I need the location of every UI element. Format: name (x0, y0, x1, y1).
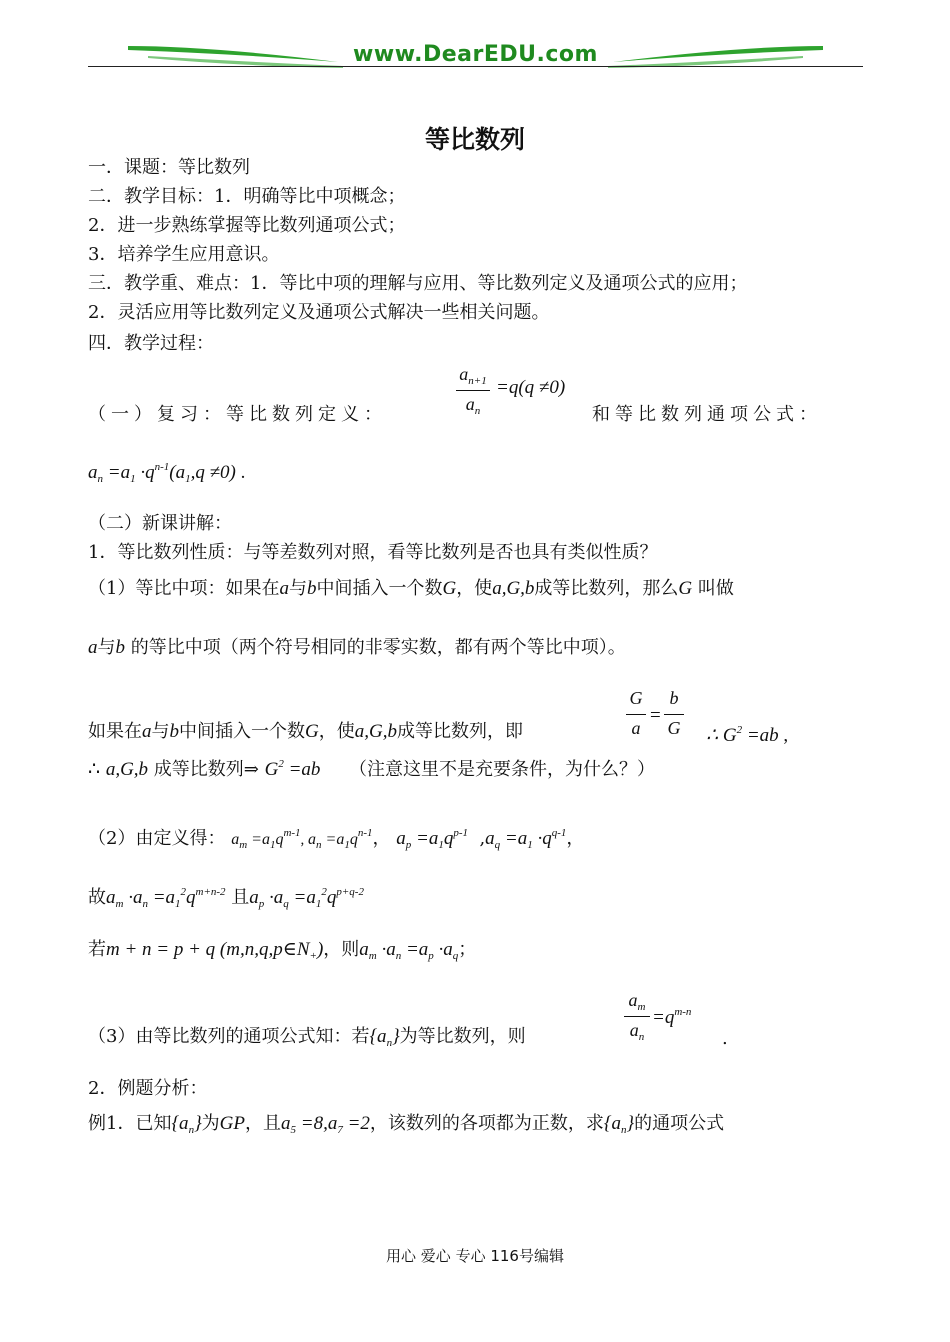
header-banner (88, 40, 863, 72)
text-line: 和等比数列通项公式： (592, 404, 822, 425)
text-line: 一．课题：等比数列 (88, 157, 250, 178)
formula-q: =q(q ≠0) (496, 377, 566, 398)
formula-G2: ∴ $G^2 =ab$ , (706, 724, 789, 746)
formula-am-over-an: $a_m$ $a_n$ (624, 990, 650, 1046)
formula-ratio: $a_{n+1}$ $a_n$ (456, 364, 490, 420)
text-line: 三．教学重、难点：1．等比中项的理解与应用、等比数列定义及通项公式的应用； (88, 273, 748, 294)
text-line: ∴ a,G,b 成等比数列⇒ $G^2 =ab$ （注意这里不是充要条件，为什么？） (88, 758, 656, 780)
text-line: 如果在a与b中间插入一个数G，使a,G,b成等比数列，即 (88, 721, 523, 742)
text-period: . (722, 1028, 728, 1049)
formula-general-term: $a_n =a_1 \cdot q^{n-1}(a_1,q \ne 0)$ . (88, 461, 246, 485)
text-line: 2．进一步熟练掌握等比数列通项公式； (88, 215, 406, 236)
text-line: 1．等比数列性质：与等差数列对照，看等比数列是否也具有类似性质？ (88, 542, 658, 563)
header-rule (88, 66, 863, 67)
text-line: 2．例题分析： (88, 1078, 208, 1099)
formula-b-over-G: b G (664, 688, 684, 744)
site-logo: www.DearEDU.com (353, 42, 598, 67)
text-line: （2）由定义得： $a_m =a_1q^{m-1}$, $a_n =a_1q^{n-1}$， $a_p =a_1q^{p-1}$ $,a_q =a_1 \cdot q^{q-1}$， (88, 827, 585, 851)
formula-equals: = (650, 705, 661, 726)
text-line: 若m + n = p + q $(m,n,q,p\in N_+)$，则$a_m \cdot a_n =a_p \cdot a_q$； (88, 939, 477, 962)
text-line: 二．教学目标：1．明确等比中项概念； (88, 186, 406, 207)
text-line: （二）新课讲解： (88, 513, 232, 534)
text-line: 2．灵活应用等比数列定义及通项公式解决一些相关问题。 (88, 302, 550, 323)
page-footer: 用心 爱心 专心 116号编辑 (386, 1247, 564, 1265)
text-line: 3．培养学生应用意识。 (88, 244, 280, 265)
text-line: a与b 的等比中项（两个符号相同的非零实数，都有两个等比中项）。 (88, 637, 626, 658)
text-line: （一）复习：等比数列定义： (88, 404, 387, 425)
text-line: 故$a_m \cdot a_n =a_1^2q^{m+n-2}$ 且$a_p \cdot a_q =a_1^2q^{p+q-2}$ (88, 886, 364, 910)
text-line: 四．教学过程： (88, 333, 214, 354)
text-line: （1）等比中项：如果在a与b中间插入一个数G，使a,G,b成等比数列，那么G 叫做 (88, 578, 734, 599)
page-title: 等比数列 (424, 125, 525, 154)
formula-G-over-a: G a (626, 688, 646, 744)
formula-q-power: $=q^{m-n}$ (652, 1006, 692, 1028)
text-line: 例1．已知$\{a_n\}$为GP，且$a_5 =8,a_7 =2$，该数列的各项都为正数，求$\{a_n\}$的通项公式 (88, 1113, 725, 1136)
text-line: （3）由等比数列的通项公式知：若$\{a_n\}$为等比数列，则 (88, 1026, 526, 1049)
